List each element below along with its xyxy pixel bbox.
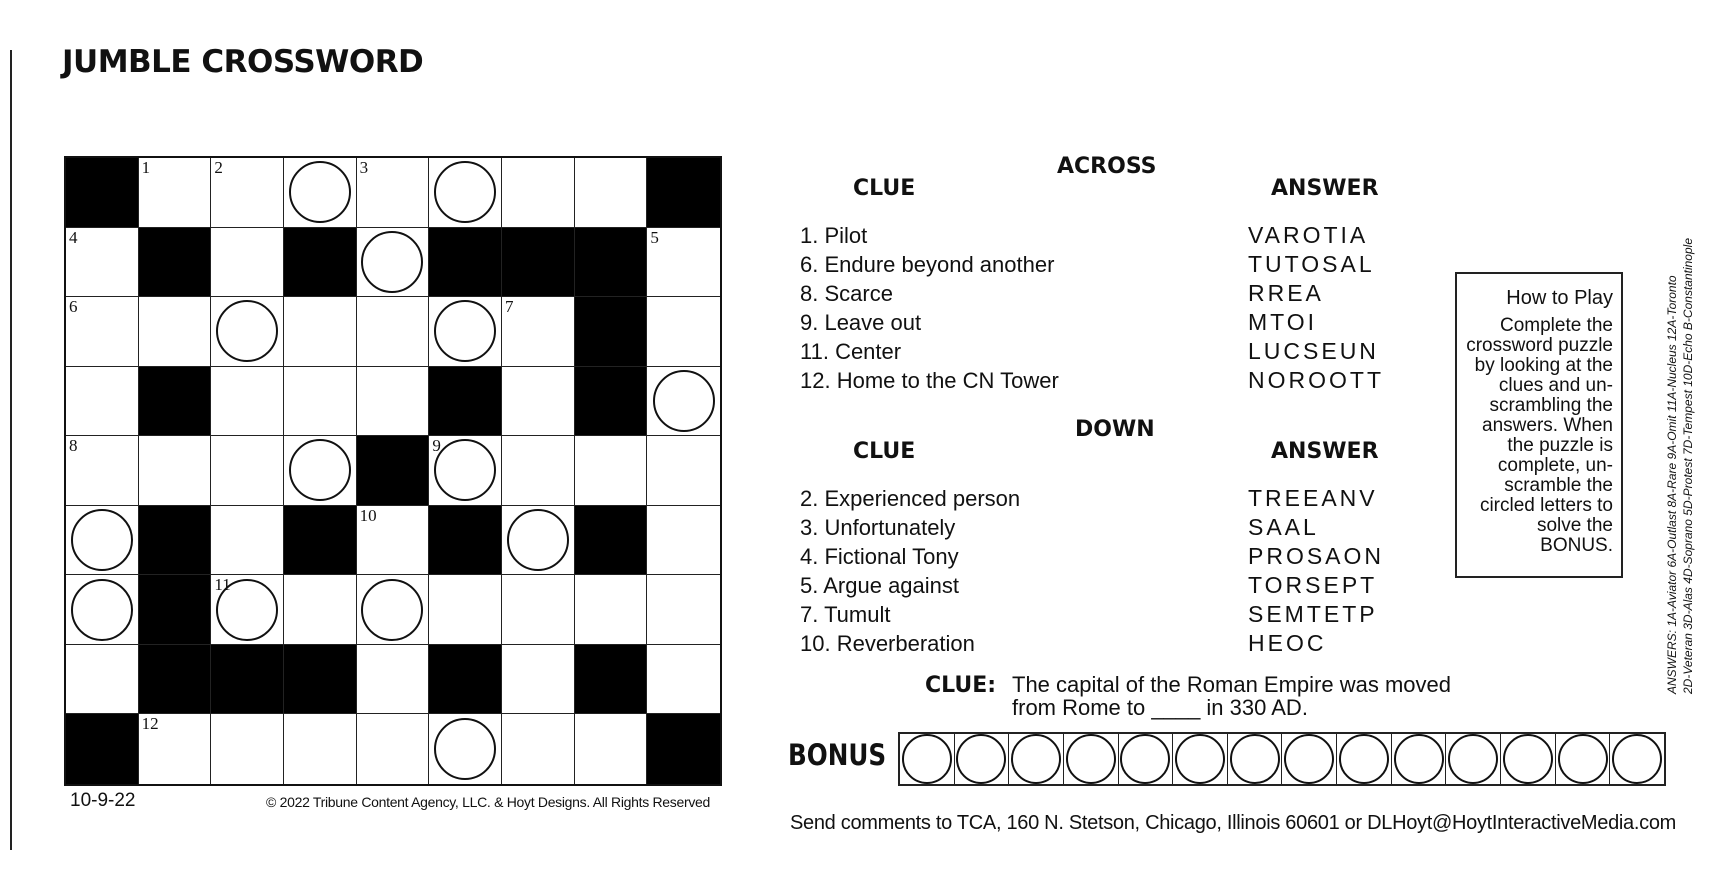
grid-cell[interactable] xyxy=(575,436,648,506)
grid-cell[interactable] xyxy=(502,714,575,784)
across-clue: 12. Home to the CN Tower xyxy=(800,368,1059,393)
across-clue: 1. Pilot xyxy=(800,223,868,248)
grid-cell[interactable] xyxy=(66,436,139,506)
grid-cell[interactable] xyxy=(66,228,139,298)
grid-block xyxy=(139,506,212,576)
bonus-clue-text: The capital of the Roman Empire was moved from Rome to ____ in 330 AD. xyxy=(1012,672,1451,720)
grid-block xyxy=(139,575,212,645)
how-to-play-text: Complete the crossword puzzle by looking at the clues and un-scrambling the answers. When the puzzle is complete, un-scramble the circled letters to solve the BONUS. xyxy=(1466,315,1613,556)
grid-block xyxy=(139,645,212,715)
send-comments-text: Send comments to TCA, 160 N. Stetson, Chicago, Illinois 60601 or DLHoyt@HoytInteractiveMedia.com xyxy=(790,812,1677,834)
grid-block xyxy=(357,436,430,506)
bonus-circle xyxy=(1448,734,1498,784)
across-answer-header: ANSWER xyxy=(1271,176,1379,201)
clue-number: 11 xyxy=(214,575,231,595)
copyright-notice: © 2022 Tribune Content Agency, LLC. & Hoyt Designs. All Rights Reserved xyxy=(266,794,711,810)
bonus-letter-slot[interactable] xyxy=(1228,734,1283,784)
grid-block xyxy=(284,228,357,298)
bonus-letter-slot[interactable] xyxy=(1173,734,1228,784)
bonus-circle xyxy=(956,734,1006,784)
bonus-letter-slot[interactable] xyxy=(1119,734,1174,784)
bonus-circle xyxy=(1120,734,1170,784)
across-jumbled-answer: LUCSEUN xyxy=(1248,338,1379,364)
grid-cell[interactable] xyxy=(66,575,139,645)
grid-cell[interactable] xyxy=(502,297,575,367)
down-clue: 4. Fictional Tony xyxy=(800,544,959,569)
grid-cell[interactable] xyxy=(357,575,430,645)
across-clue-header: CLUE xyxy=(853,176,916,201)
grid-block xyxy=(575,228,648,298)
grid-cell[interactable] xyxy=(647,297,720,367)
bonus-letter-slot[interactable] xyxy=(900,734,955,784)
grid-cell[interactable] xyxy=(502,367,575,437)
down-clue: 10. Reverberation xyxy=(800,631,975,656)
grid-block xyxy=(66,714,139,784)
puzzle-title: JUMBLE CROSSWORD xyxy=(62,44,424,80)
across-clue: 9. Leave out xyxy=(800,310,922,335)
bonus-circle xyxy=(1175,734,1225,784)
circled-letter-marker xyxy=(434,300,496,362)
down-jumbled-answer: PROSAON xyxy=(1248,543,1385,569)
bonus-circle xyxy=(1558,734,1608,784)
grid-cell[interactable] xyxy=(502,506,575,576)
grid-block xyxy=(647,158,720,228)
across-heading: ACROSS xyxy=(1057,154,1157,179)
clue-number: 12 xyxy=(141,714,159,734)
grid-block xyxy=(429,367,502,437)
grid-cell[interactable] xyxy=(211,297,284,367)
grid-cell[interactable] xyxy=(139,714,212,784)
grid-cell[interactable] xyxy=(139,158,212,228)
crossword-grid xyxy=(64,156,722,786)
circled-letter-marker xyxy=(71,579,133,641)
grid-cell[interactable] xyxy=(139,436,212,506)
puzzle-date: 10-9-22 xyxy=(70,790,136,811)
bonus-clue-label: CLUE: xyxy=(925,673,997,698)
circled-letter-marker xyxy=(361,231,423,293)
bonus-letter-slot[interactable] xyxy=(1064,734,1119,784)
down-jumbled-answer: TORSEPT xyxy=(1248,572,1378,598)
circled-letter-marker xyxy=(434,718,496,780)
grid-cell[interactable] xyxy=(502,575,575,645)
grid-cell[interactable] xyxy=(357,158,430,228)
bonus-circle xyxy=(1066,734,1116,784)
grid-cell[interactable] xyxy=(357,367,430,437)
grid-cell[interactable] xyxy=(211,367,284,437)
down-clue-header: CLUE xyxy=(853,439,916,464)
across-clue: 8. Scarce xyxy=(800,281,893,306)
answer-key-line-2: 2D-Veteran 3D-Alas 4D-Soprano 5D-Protest 7D-Tempest 10D-Echo B-Constantinople xyxy=(1681,238,1695,694)
answer-key xyxy=(1664,238,1696,694)
down-clue: 2. Experienced person xyxy=(800,486,1021,511)
clue-number: 9 xyxy=(432,436,441,456)
clue-number: 3 xyxy=(359,158,369,177)
circled-letter-marker xyxy=(434,161,496,223)
bonus-letter-slot[interactable] xyxy=(1610,734,1664,784)
bonus-answer-row xyxy=(898,732,1666,786)
across-jumbled-answer: VAROTIA xyxy=(1248,222,1369,248)
grid-cell[interactable] xyxy=(429,297,502,367)
down-clue: 5. Argue against xyxy=(800,573,960,598)
grid-cell[interactable] xyxy=(647,506,720,576)
clue-number: 5 xyxy=(650,227,659,247)
grid-cell[interactable] xyxy=(357,228,430,298)
grid-cell[interactable] xyxy=(211,158,284,228)
down-heading: DOWN xyxy=(1075,417,1155,442)
down-jumbled-answer: SEMTETP xyxy=(1248,601,1378,627)
clue-number: 6 xyxy=(69,297,78,317)
clue-number: 2 xyxy=(214,158,223,177)
grid-cell[interactable] xyxy=(211,714,284,784)
across-jumbled-answer: RREA xyxy=(1248,280,1324,306)
bonus-label: BONUS xyxy=(788,738,887,772)
grid-cell[interactable] xyxy=(357,297,430,367)
down-clue-list xyxy=(800,484,1020,658)
bonus-letter-slot[interactable] xyxy=(1337,734,1392,784)
circled-letter-marker xyxy=(289,439,351,501)
bonus-circle xyxy=(1339,734,1389,784)
bonus-letter-slot[interactable] xyxy=(955,734,1010,784)
grid-block xyxy=(502,228,575,298)
down-clue: 3. Unfortunately xyxy=(800,515,956,540)
down-answer-list xyxy=(1248,484,1384,658)
grid-cell[interactable] xyxy=(429,158,502,228)
answer-key-line-1: ANSWERS: 1A-Aviator 6A-Outlast 8A-Rare 9A-Omit 11A-Nucleus 12A-Toronto xyxy=(1665,275,1679,694)
bonus-circle xyxy=(1230,734,1280,784)
grid-cell[interactable] xyxy=(211,436,284,506)
grid-cell[interactable] xyxy=(647,645,720,715)
circled-letter-marker xyxy=(361,579,423,641)
grid-cell[interactable] xyxy=(284,158,357,228)
grid-cell[interactable] xyxy=(575,714,648,784)
clue-number: 4 xyxy=(69,227,78,247)
grid-cell[interactable] xyxy=(647,575,720,645)
bonus-letter-slot[interactable] xyxy=(1501,734,1556,784)
grid-block xyxy=(284,506,357,576)
across-clue: 11. Center xyxy=(800,339,902,364)
grid-cell[interactable] xyxy=(647,436,720,506)
circled-letter-marker xyxy=(653,370,715,432)
how-to-play-box xyxy=(1455,272,1623,578)
grid-cell[interactable] xyxy=(357,714,430,784)
grid-cell[interactable] xyxy=(575,158,648,228)
grid-cell[interactable] xyxy=(502,158,575,228)
bonus-letter-slot[interactable] xyxy=(1556,734,1611,784)
bonus-letter-slot[interactable] xyxy=(1009,734,1064,784)
grid-cell[interactable] xyxy=(429,575,502,645)
grid-block xyxy=(575,297,648,367)
down-jumbled-answer: TREEANV xyxy=(1248,485,1378,511)
across-jumbled-answer: NOROOTT xyxy=(1248,367,1384,393)
clue-number: 7 xyxy=(504,297,514,317)
bonus-circle xyxy=(1011,734,1061,784)
bonus-circle xyxy=(1612,734,1662,784)
grid-block xyxy=(429,506,502,576)
grid-cell[interactable] xyxy=(66,506,139,576)
grid-cell[interactable] xyxy=(284,714,357,784)
down-jumbled-answer: HEOC xyxy=(1248,630,1327,656)
grid-block xyxy=(139,367,212,437)
how-to-play-title: How to Play xyxy=(1506,287,1613,309)
grid-block xyxy=(575,645,648,715)
grid-cell[interactable] xyxy=(284,297,357,367)
clue-number: 10 xyxy=(359,505,377,525)
grid-cell[interactable] xyxy=(502,645,575,715)
grid-block xyxy=(211,645,284,715)
down-answer-header: ANSWER xyxy=(1271,439,1379,464)
grid-cell[interactable] xyxy=(211,228,284,298)
bonus-circle xyxy=(902,734,952,784)
grid-cell[interactable] xyxy=(357,645,430,715)
grid-cell[interactable] xyxy=(66,367,139,437)
down-jumbled-answer: SAAL xyxy=(1248,514,1319,540)
grid-cell[interactable] xyxy=(502,436,575,506)
clue-number: 8 xyxy=(69,436,78,456)
across-clue-list xyxy=(800,221,1059,395)
circled-letter-marker xyxy=(507,509,569,571)
grid-block xyxy=(429,645,502,715)
grid-cell[interactable] xyxy=(211,506,284,576)
bonus-circle xyxy=(1284,734,1334,784)
grid-block xyxy=(429,228,502,298)
grid-cell[interactable] xyxy=(647,228,720,298)
grid-cell[interactable] xyxy=(66,297,139,367)
grid-cell[interactable] xyxy=(357,506,430,576)
grid-cell[interactable] xyxy=(429,436,502,506)
grid-cell[interactable] xyxy=(284,436,357,506)
across-jumbled-answer: MTOI xyxy=(1248,309,1318,335)
bonus-letter-slot[interactable] xyxy=(1446,734,1501,784)
bonus-letter-slot[interactable] xyxy=(1392,734,1447,784)
grid-cell[interactable] xyxy=(66,645,139,715)
across-answer-list xyxy=(1248,221,1384,395)
down-clue: 7. Tumult xyxy=(800,602,891,627)
bonus-circle xyxy=(1503,734,1553,784)
grid-cell[interactable] xyxy=(575,575,648,645)
grid-cell[interactable] xyxy=(284,367,357,437)
grid-block xyxy=(647,714,720,784)
clue-number: 1 xyxy=(141,158,151,177)
circled-letter-marker xyxy=(289,161,351,223)
across-clue: 6. Endure beyond another xyxy=(800,252,1055,277)
grid-block xyxy=(139,228,212,298)
grid-block xyxy=(575,506,648,576)
grid-cell[interactable] xyxy=(284,575,357,645)
circled-letter-marker xyxy=(432,436,496,501)
grid-block xyxy=(284,645,357,715)
across-jumbled-answer: TUTOSAL xyxy=(1248,251,1375,277)
grid-cell[interactable] xyxy=(211,575,284,645)
left-border-rule xyxy=(10,50,12,850)
bonus-circle xyxy=(1394,734,1444,784)
grid-cell[interactable] xyxy=(647,367,720,437)
circled-letter-marker xyxy=(216,300,278,362)
grid-cell[interactable] xyxy=(139,297,212,367)
grid-block xyxy=(575,367,648,437)
circled-letter-marker xyxy=(71,509,133,571)
grid-block xyxy=(66,158,139,228)
grid-cell[interactable] xyxy=(429,714,502,784)
bonus-letter-slot[interactable] xyxy=(1282,734,1337,784)
